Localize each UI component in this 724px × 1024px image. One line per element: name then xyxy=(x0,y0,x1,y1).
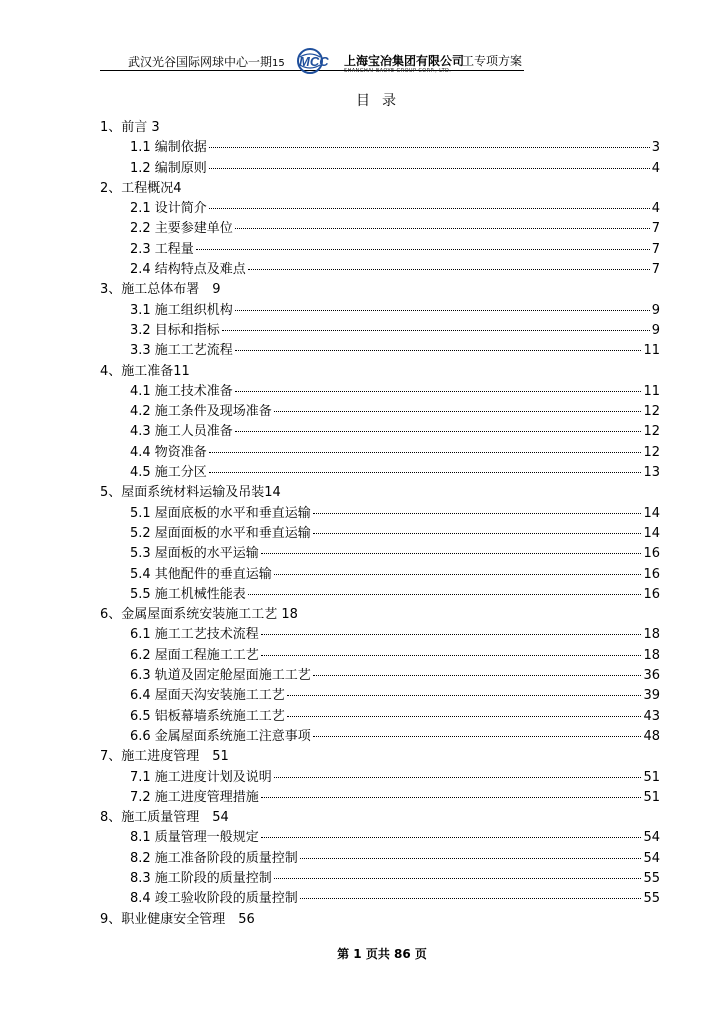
toc-leader-dots xyxy=(313,523,642,534)
toc-page-number: 39 xyxy=(643,688,660,704)
toc-section-title: 8.2 施工准备阶段的质量控制 xyxy=(130,850,298,866)
toc-section-title: 5.4 其他配件的垂直运输 xyxy=(130,566,272,582)
logo-text: MCC xyxy=(299,54,329,69)
toc-section-title: 2.2 主要参建单位 xyxy=(130,221,233,237)
toc-leader-dots xyxy=(261,827,642,838)
toc-section-title: 4.4 物资准备 xyxy=(130,444,207,460)
toc-section[interactable] xyxy=(100,159,660,179)
toc-leader-dots xyxy=(313,503,642,514)
toc-page-number: 9 xyxy=(651,302,660,318)
toc-page-number: 12 xyxy=(643,404,660,420)
toc-page-number: 3 xyxy=(651,140,660,156)
toc-section[interactable] xyxy=(100,869,660,889)
toc-section-title: 5.3 屋面板的水平运输 xyxy=(130,546,259,562)
toc-section[interactable] xyxy=(100,240,660,260)
toc-section[interactable] xyxy=(100,666,660,686)
toc-section[interactable] xyxy=(100,382,660,402)
toc-section-title: 4.5 施工分区 xyxy=(130,465,207,481)
toc-page-number: 12 xyxy=(643,444,660,460)
toc-page-number: 43 xyxy=(643,708,660,724)
toc-section[interactable] xyxy=(100,686,660,706)
toc-chapter[interactable]: 4、施工准备11 xyxy=(100,363,190,379)
toc-section[interactable] xyxy=(100,544,660,564)
table-of-contents xyxy=(100,118,660,930)
toc-chapter[interactable]: 1、前言 3 xyxy=(100,120,160,135)
toc-section-title: 8.3 施工阶段的质量控制 xyxy=(130,870,272,886)
toc-section-title: 6.3 轨道及固定舱屋面施工工艺 xyxy=(130,668,311,684)
toc-section[interactable] xyxy=(100,585,660,605)
toc-chapter[interactable]: 8、施工质量管理 54 xyxy=(100,810,229,826)
toc-page-number: 55 xyxy=(643,870,660,886)
toc-leader-dots xyxy=(313,665,642,676)
toc-leader-dots xyxy=(261,645,642,656)
toc-leader-dots xyxy=(209,198,650,209)
toc-section-title: 2.4 结构特点及难点 xyxy=(130,262,246,278)
toc-chapter[interactable]: 6、金属屋面系统安装施工工艺 18 xyxy=(100,607,298,623)
company-name-en: SHANGHAI BAOYE GROUP CORP., LTD. xyxy=(344,68,452,74)
toc-section-title: 3.2 目标和指标 xyxy=(130,322,220,338)
toc-leader-dots xyxy=(274,564,642,575)
toc-section[interactable] xyxy=(100,301,660,321)
toc-section[interactable] xyxy=(100,625,660,645)
toc-leader-dots xyxy=(287,706,642,717)
toc-section-title: 6.6 金属屋面系统施工注意事项 xyxy=(130,728,311,744)
toc-page-number: 18 xyxy=(643,627,660,643)
toc-leader-dots xyxy=(248,584,642,595)
mcc-logo-icon xyxy=(296,47,340,75)
toc-leader-dots xyxy=(235,340,642,351)
toc-section[interactable] xyxy=(100,565,660,585)
toc-page-number: 14 xyxy=(643,525,660,541)
toc-chapter[interactable]: 3、施工总体布署 9 xyxy=(100,282,221,298)
toc-page-number: 36 xyxy=(643,668,660,684)
plan-title: 工专项方案 xyxy=(462,54,523,68)
toc-section[interactable] xyxy=(100,646,660,666)
toc-title: 目录 xyxy=(356,93,408,109)
company-name: 上海宝冶集团有限公司 xyxy=(344,54,465,68)
toc-section[interactable] xyxy=(100,138,660,158)
toc-section[interactable] xyxy=(100,707,660,727)
header-page-num: 15 xyxy=(272,58,285,69)
toc-section-title: 5.2 屋面面板的水平和垂直运输 xyxy=(130,525,311,541)
toc-section[interactable] xyxy=(100,219,660,239)
toc-section-title: 4.1 施工技术准备 xyxy=(130,383,233,399)
toc-section[interactable] xyxy=(100,463,660,483)
toc-leader-dots xyxy=(209,137,650,148)
toc-leader-dots xyxy=(235,218,650,229)
toc-leader-dots xyxy=(300,888,642,899)
toc-section[interactable] xyxy=(100,260,660,280)
toc-section-title: 5.1 屋面底板的水平和垂直运输 xyxy=(130,505,311,521)
toc-page-number: 12 xyxy=(643,424,660,440)
toc-page-number: 16 xyxy=(643,546,660,562)
toc-section-title: 1.2 编制原则 xyxy=(130,160,207,176)
toc-page-number: 54 xyxy=(643,830,660,846)
toc-section-title: 4.2 施工条件及现场准备 xyxy=(130,404,272,420)
toc-page-number: 55 xyxy=(643,891,660,907)
toc-page-number: 16 xyxy=(643,586,660,602)
toc-section-title: 6.2 屋面工程施工工艺 xyxy=(130,647,259,663)
toc-leader-dots xyxy=(261,787,642,798)
page-footer: 第 1 页共 86 页 xyxy=(337,947,427,961)
header-project-name: 武汉光谷国际网球中心一期 xyxy=(128,55,273,69)
toc-page-number: 48 xyxy=(643,728,660,744)
toc-leader-dots xyxy=(209,442,642,453)
toc-leader-dots xyxy=(274,868,642,879)
toc-page-number: 11 xyxy=(643,383,660,399)
toc-section-title: 8.4 竣工验收阶段的质量控制 xyxy=(130,891,298,907)
toc-section-title: 3.3 施工工艺流程 xyxy=(130,343,233,359)
toc-section-title: 2.3 工程量 xyxy=(130,241,194,257)
toc-leader-dots xyxy=(300,848,642,859)
toc-leader-dots xyxy=(235,421,642,432)
toc-page-number: 9 xyxy=(651,322,660,338)
toc-page-number: 4 xyxy=(651,160,660,176)
toc-section[interactable] xyxy=(100,422,660,442)
toc-section[interactable] xyxy=(100,199,660,219)
toc-page-number: 7 xyxy=(651,221,660,237)
toc-chapter[interactable]: 9、职业健康安全管理 56 xyxy=(100,911,255,927)
toc-section-title: 1.1 编制依据 xyxy=(130,140,207,156)
toc-page-number: 13 xyxy=(643,465,660,481)
toc-section[interactable] xyxy=(100,849,660,869)
toc-leader-dots xyxy=(274,767,642,778)
toc-leader-dots xyxy=(196,239,650,250)
toc-page-number: 51 xyxy=(643,769,660,785)
toc-section-title: 2.1 设计简介 xyxy=(130,201,207,217)
toc-section[interactable] xyxy=(100,828,660,848)
page-header xyxy=(0,0,724,80)
toc-page-number: 11 xyxy=(643,343,660,359)
toc-leader-dots xyxy=(287,685,642,696)
toc-section[interactable] xyxy=(100,889,660,909)
toc-section-title: 7.1 施工进度计划及说明 xyxy=(130,769,272,785)
toc-section[interactable] xyxy=(100,727,660,747)
toc-page-number: 54 xyxy=(643,850,660,866)
toc-leader-dots xyxy=(248,259,650,270)
toc-page-number: 51 xyxy=(643,789,660,805)
toc-leader-dots xyxy=(235,381,642,392)
toc-section-title: 4.3 施工人员准备 xyxy=(130,424,233,440)
toc-section-title: 7.2 施工进度管理措施 xyxy=(130,789,259,805)
toc-section-title: 5.5 施工机械性能表 xyxy=(130,586,246,602)
toc-page-number: 7 xyxy=(651,262,660,278)
toc-leader-dots xyxy=(209,462,642,473)
toc-page-number: 4 xyxy=(651,201,660,217)
toc-section-title: 6.1 施工工艺技术流程 xyxy=(130,627,259,643)
toc-section[interactable] xyxy=(100,768,660,788)
toc-chapter[interactable]: 2、工程概况4 xyxy=(100,180,182,196)
toc-section[interactable] xyxy=(100,341,660,361)
toc-section[interactable] xyxy=(100,402,660,422)
toc-page-number: 7 xyxy=(651,241,660,257)
toc-leader-dots xyxy=(261,543,642,554)
toc-section-title: 8.1 质量管理一般规定 xyxy=(130,830,259,846)
toc-chapter[interactable]: 5、屋面系统材料运输及吊装14 xyxy=(100,485,281,501)
toc-leader-dots xyxy=(313,726,642,737)
toc-section-title: 6.5 铝板幕墙系统施工工艺 xyxy=(130,708,285,724)
toc-page-number: 18 xyxy=(643,647,660,663)
toc-page-number: 14 xyxy=(643,505,660,521)
toc-section[interactable] xyxy=(100,524,660,544)
toc-chapter[interactable]: 7、施工进度管理 51 xyxy=(100,749,229,765)
toc-leader-dots xyxy=(209,158,650,169)
toc-leader-dots xyxy=(274,401,642,412)
toc-section[interactable] xyxy=(100,321,660,341)
toc-section[interactable] xyxy=(100,443,660,463)
toc-leader-dots xyxy=(222,320,650,331)
toc-section[interactable] xyxy=(100,788,660,808)
toc-section-title: 6.4 屋面天沟安装施工工艺 xyxy=(130,688,285,704)
toc-section[interactable] xyxy=(100,504,660,524)
toc-leader-dots xyxy=(235,300,650,311)
toc-section-title: 3.1 施工组织机构 xyxy=(130,302,233,318)
toc-page-number: 16 xyxy=(643,566,660,582)
toc-leader-dots xyxy=(261,624,642,635)
